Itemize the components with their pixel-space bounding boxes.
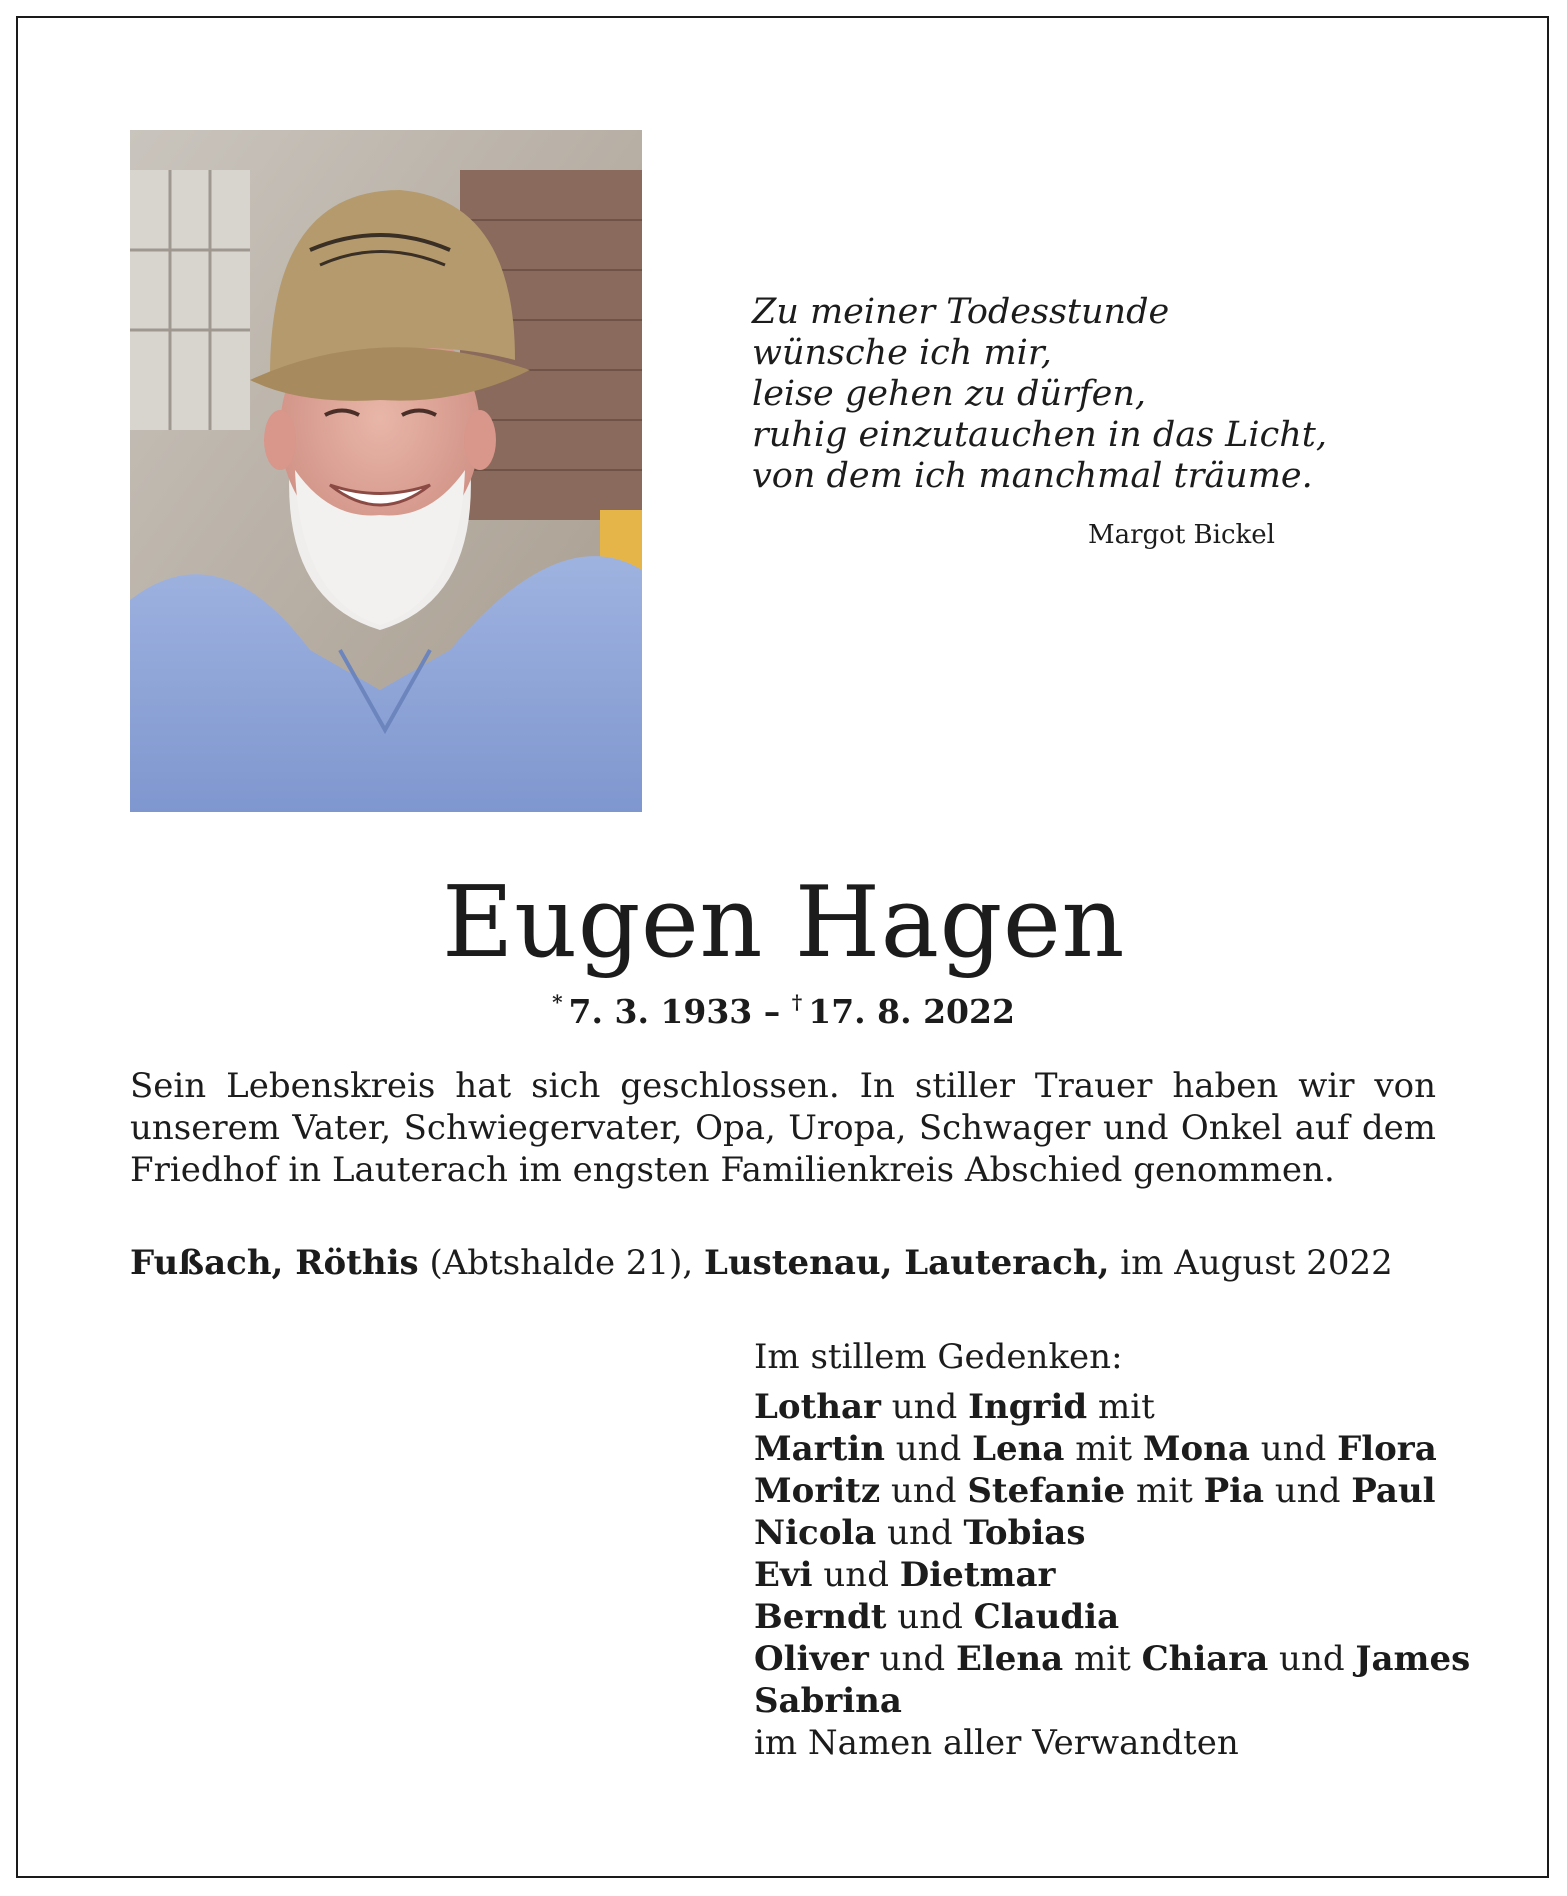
mourner-name: Sabrina [754, 1681, 902, 1721]
mourner-name: Claudia [973, 1597, 1120, 1637]
mourner-name: Tobias [963, 1513, 1086, 1553]
places-date: im August 2022 [1109, 1243, 1393, 1283]
mourner-name: Flora [1337, 1429, 1437, 1469]
mourner-name: Chiara [1141, 1639, 1269, 1679]
mourner-name: Berndt [754, 1597, 887, 1637]
mourner-name: Elena [955, 1639, 1064, 1679]
places-address: (Abtshalde 21), [418, 1243, 705, 1283]
mourner-name: Lena [972, 1429, 1065, 1469]
places-towns-2: Lustenau, Lauterach, [704, 1243, 1110, 1283]
mourner-connector: und [876, 1513, 964, 1553]
mourners-block [754, 1336, 1470, 1764]
mourners-outro: im Namen aller Verwandten [754, 1723, 1239, 1763]
mourner-name: Martin [754, 1429, 885, 1469]
birth-date: 7. 3. 1933 [568, 992, 753, 1031]
poem-line: leise gehen zu dürfen, [752, 374, 1147, 414]
mourner-connector: mit [1063, 1639, 1142, 1679]
mourner-connector: und [880, 1471, 968, 1511]
mourner-name: Nicola [754, 1513, 877, 1553]
portrait-illustration [130, 130, 642, 812]
mourner-line [754, 1512, 1470, 1554]
mourner-line [754, 1386, 1470, 1428]
mourner-name: Dietmar [899, 1555, 1056, 1595]
life-dates [0, 982, 1567, 1032]
poem-line: von dem ich manchmal träume. [752, 456, 1313, 496]
mourner-name: Oliver [754, 1639, 869, 1679]
mourner-connector: und [880, 1387, 969, 1427]
mourner-line [754, 1638, 1470, 1680]
mourner-connector: und [1268, 1639, 1356, 1679]
announcement-text [130, 1065, 1436, 1191]
mourner-name: Pia [1203, 1471, 1265, 1511]
mourner-name: Mona [1142, 1429, 1250, 1469]
mourner-connector: mit [1064, 1429, 1143, 1469]
mourner-line [754, 1680, 1470, 1722]
mourner-connector: und [812, 1555, 900, 1595]
announcement-line: Sein Lebenskreis hat sich geschlossen. In stiller Trauer haben wir von [130, 1066, 1436, 1106]
announcement-line: Friedhof in Lauterach im engsten Familienkreis Abschied genommen. [130, 1150, 1335, 1190]
death-symbol: † [791, 990, 803, 1014]
poem-author: Margot Bickel [1087, 520, 1275, 550]
portrait-photo [130, 130, 642, 812]
mourner-line [754, 1470, 1470, 1512]
mourner-line [754, 1428, 1470, 1470]
mourner-name: Ingrid [968, 1387, 1088, 1427]
mourner-connector: und [884, 1429, 973, 1469]
places-line [130, 1242, 1393, 1284]
mourner-name: Lothar [754, 1387, 881, 1427]
date-separator: – [752, 992, 792, 1031]
death-date: 17. 8. 2022 [808, 992, 1015, 1031]
mourner-line [754, 1596, 1470, 1638]
mourner-name: Evi [754, 1555, 813, 1595]
mourners-intro: Im stillem Gedenken: [754, 1337, 1123, 1377]
poem-line: Zu meiner Todesstunde [752, 292, 1170, 332]
mourner-line [754, 1554, 1470, 1596]
announcement-line: unserem Vater, Schwiegervater, Opa, Uropa, Schwager und Onkel auf dem [130, 1108, 1436, 1148]
places-towns-1: Fußach, Röthis [130, 1243, 419, 1283]
mourner-connector: und [886, 1597, 974, 1637]
deceased-name: Eugen Hagen [442, 866, 1125, 980]
mourner-name: Moritz [754, 1471, 881, 1511]
poem [752, 292, 1327, 497]
mourner-connector: und [1264, 1471, 1352, 1511]
mourner-connector: und [1249, 1429, 1338, 1469]
mourner-connector: und [868, 1639, 956, 1679]
mourner-name: Paul [1351, 1471, 1436, 1511]
poem-line: wünsche ich mir, [752, 333, 1052, 373]
mourner-connector: mit [1087, 1387, 1155, 1427]
birth-symbol: * [552, 990, 563, 1014]
mourners-list [754, 1386, 1470, 1722]
poem-line: ruhig einzutauchen in das Licht, [752, 415, 1327, 455]
mourner-name: James [1355, 1639, 1471, 1679]
mourner-name: Stefanie [967, 1471, 1126, 1511]
mourner-connector: mit [1125, 1471, 1204, 1511]
